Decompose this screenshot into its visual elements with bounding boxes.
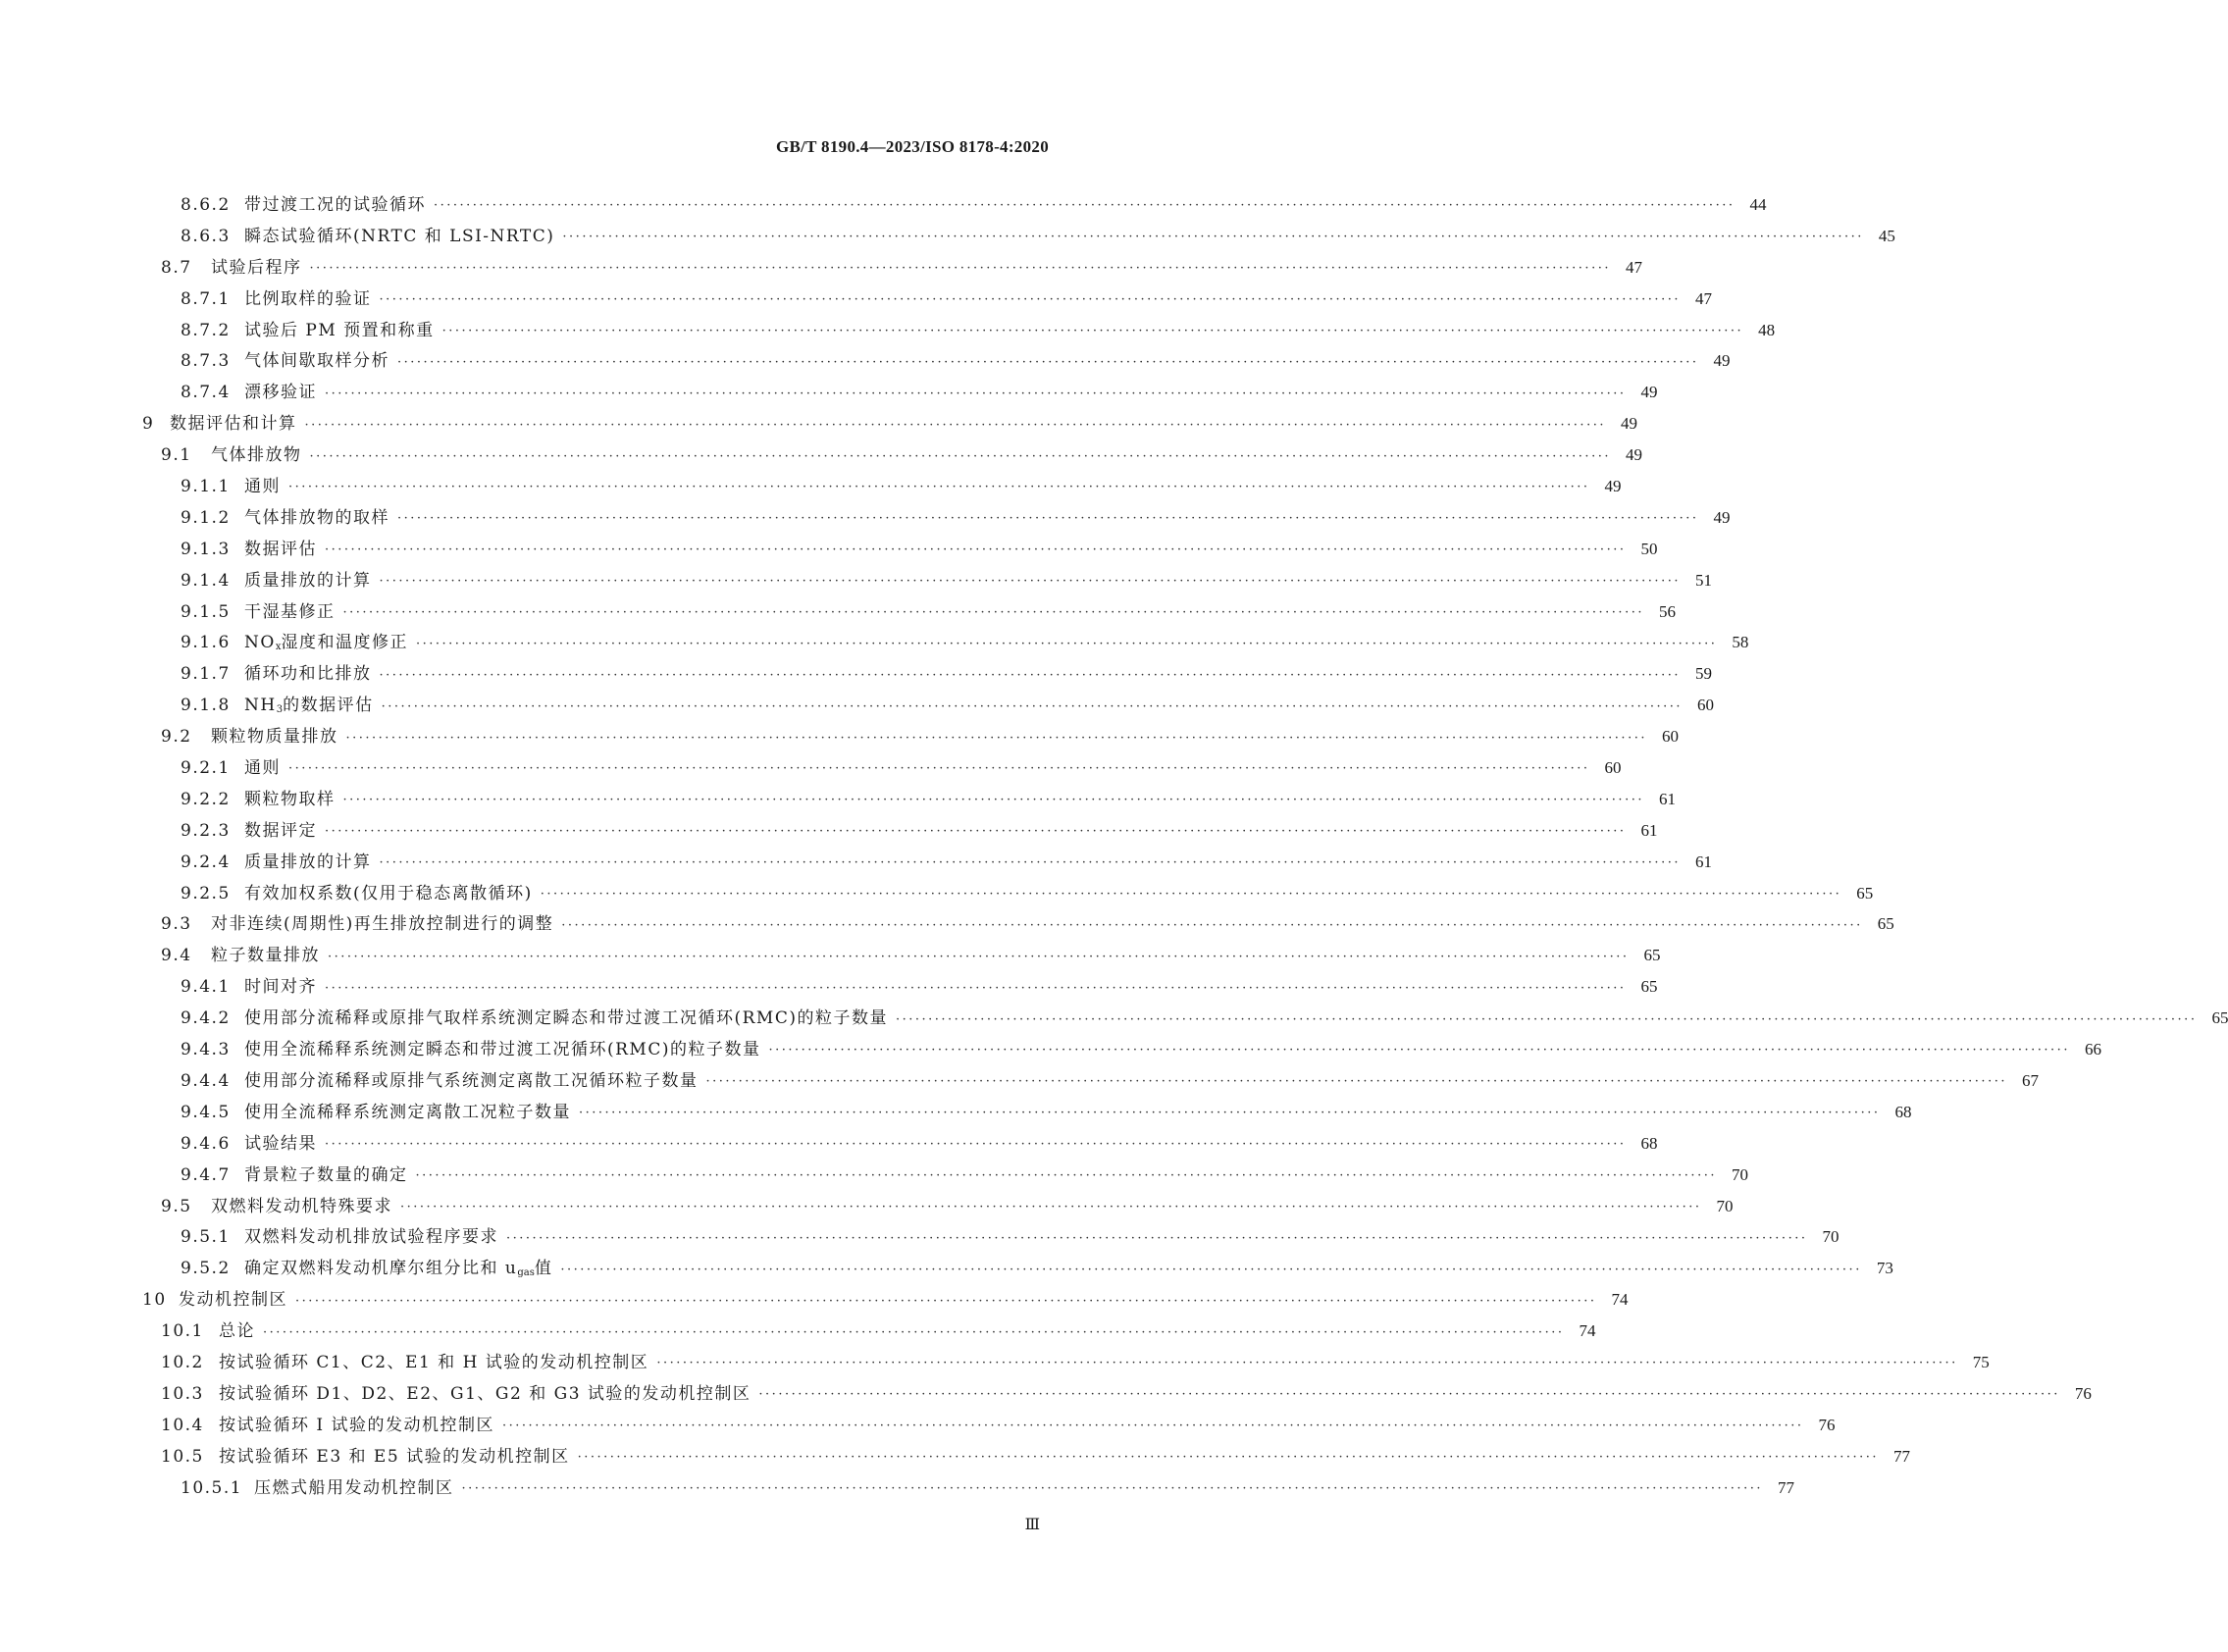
toc-entry-number: 9.1.2 bbox=[181, 507, 231, 528]
toc-entry-page: 60 bbox=[1604, 758, 1622, 778]
toc-entry-title bbox=[211, 1192, 392, 1216]
toc-entry-number: 9.1.8 bbox=[181, 696, 231, 716]
toc-entry-title bbox=[244, 628, 408, 652]
toc-entry-number: 9.4.2 bbox=[181, 1008, 231, 1029]
toc-entry-title-subscript: 3 bbox=[276, 704, 284, 716]
toc-dot-leader: ········································································································································································································ bbox=[325, 824, 1627, 840]
toc-entry[interactable] bbox=[0, 566, 1712, 597]
toc-entry-number: 10.3 bbox=[161, 1383, 204, 1404]
toc-entry[interactable] bbox=[0, 1098, 1912, 1129]
toc-entry-title bbox=[244, 753, 281, 778]
standard-header: GB/T 8190.4—2023/ISO 8178-4:2020 bbox=[775, 137, 1049, 156]
toc-dot-leader: ········································································································································································································ bbox=[397, 354, 1699, 370]
toc-dot-leader: ········································································································································································································ bbox=[577, 1450, 1880, 1466]
toc-entry[interactable] bbox=[0, 1348, 1990, 1379]
toc-entry-title bbox=[211, 909, 553, 934]
toc-entry-page: 65 bbox=[2211, 1008, 2228, 1028]
toc-entry-number: 10 bbox=[142, 1290, 167, 1311]
toc-entry[interactable] bbox=[0, 1379, 2092, 1411]
toc-entry-page: 77 bbox=[1893, 1446, 1911, 1466]
toc-entry-title bbox=[244, 972, 317, 997]
toc-entry-title bbox=[244, 284, 372, 309]
toc-entry-title bbox=[219, 1411, 494, 1435]
toc-entry-page: 68 bbox=[1640, 1133, 1658, 1153]
toc-dot-leader: ········································································································································································································ bbox=[309, 448, 1611, 464]
toc-entry[interactable] bbox=[0, 941, 1661, 972]
toc-dot-leader: ········································································································································································································ bbox=[506, 1230, 1808, 1246]
toc-entry-title-text: 试验后程序 bbox=[211, 257, 302, 278]
toc-entry-title bbox=[244, 1004, 888, 1028]
toc-entry-title bbox=[170, 409, 297, 434]
toc-entry-title-text: 颗粒物质量排放 bbox=[211, 727, 338, 748]
toc-entry-title bbox=[244, 190, 426, 215]
toc-entry-page: 59 bbox=[1694, 664, 1712, 684]
toc-entry-page: 56 bbox=[1658, 601, 1676, 621]
toc-entry-number: 9.2 bbox=[161, 727, 192, 748]
toc-dot-leader: ········································································································································································································ bbox=[325, 980, 1627, 996]
toc-entry-page: 75 bbox=[1972, 1352, 1990, 1371]
toc-dot-leader: ········································································································································································································ bbox=[415, 1168, 1717, 1184]
toc-entry-page: 49 bbox=[1713, 507, 1731, 527]
table-of-contents bbox=[0, 190, 2228, 1504]
toc-dot-leader: ········································································································································································································ bbox=[502, 1419, 1804, 1434]
toc-entry-title-text: 气体排放物 bbox=[211, 445, 302, 466]
toc-dot-leader: ········································································································································································································ bbox=[415, 636, 1718, 651]
toc-dot-leader: ········································································································································································································ bbox=[441, 324, 1744, 338]
toc-entry-title bbox=[244, 1035, 760, 1059]
toc-entry-title-text: 对非连续(周期性)再生排放控制进行的调整 bbox=[211, 914, 554, 935]
toc-entry-page: 66 bbox=[2084, 1040, 2101, 1059]
toc-dot-leader: ········································································································································································································ bbox=[540, 887, 1842, 903]
toc-dot-leader: ········································································································································································································ bbox=[379, 292, 1681, 308]
toc-entry-number: 9.1.5 bbox=[181, 601, 231, 622]
toc-entry-number: 9.5 bbox=[161, 1196, 192, 1216]
toc-entry-number: 9.4.5 bbox=[181, 1102, 231, 1122]
toc-entry-title-text: 质量排放的计算 bbox=[244, 852, 372, 872]
toc-entry-title bbox=[244, 659, 372, 684]
toc-entry-number: 9.2.1 bbox=[181, 758, 231, 779]
toc-entry[interactable] bbox=[0, 1222, 1839, 1254]
toc-entry-title-subscript: x bbox=[275, 642, 282, 653]
toc-entry-page: 65 bbox=[1856, 883, 1874, 903]
toc-entry-number: 8.7 bbox=[161, 257, 192, 278]
toc-entry[interactable] bbox=[0, 222, 1895, 253]
toc-entry-title-text: 使用部分流稀释或原排气系统测定离散工况循环粒子数量 bbox=[244, 1070, 699, 1091]
toc-entry-title bbox=[244, 346, 389, 371]
toc-entry-title-rest: 值 bbox=[534, 1259, 553, 1279]
toc-entry-title bbox=[244, 1066, 699, 1091]
toc-entry-title bbox=[244, 879, 533, 903]
toc-entry[interactable] bbox=[0, 1066, 2039, 1098]
toc-entry[interactable] bbox=[0, 1442, 1911, 1473]
toc-entry-number: 9.4.6 bbox=[181, 1133, 231, 1154]
toc-entry-page: 60 bbox=[1697, 696, 1715, 715]
toc-entry-title-text: 数据评定 bbox=[244, 820, 317, 841]
toc-dot-leader: ········································································································································································································ bbox=[379, 667, 1681, 683]
toc-entry-title bbox=[244, 566, 372, 591]
toc-entry[interactable] bbox=[0, 722, 1679, 753]
toc-entry[interactable] bbox=[0, 316, 1776, 347]
toc-entry[interactable] bbox=[0, 503, 1731, 535]
toc-dot-leader: ········································································································································································································ bbox=[379, 574, 1681, 590]
toc-entry-page: 45 bbox=[1878, 226, 1895, 245]
toc-entry-title-text: 带过渡工况的试验循环 bbox=[244, 195, 426, 215]
toc-entry[interactable] bbox=[0, 909, 1894, 941]
toc-entry-title bbox=[244, 816, 317, 841]
toc-dot-leader: ········································································································································································································ bbox=[328, 949, 1630, 964]
toc-entry-title-text: 瞬态试验循环(NRTC 和 LSI-NRTC) bbox=[244, 226, 555, 246]
toc-entry-number: 10.4 bbox=[161, 1415, 204, 1435]
toc-entry[interactable] bbox=[0, 848, 1712, 879]
toc-entry-page: 48 bbox=[1758, 320, 1776, 339]
page-number-footer: Ⅲ bbox=[1024, 1517, 1041, 1533]
toc-entry-page: 49 bbox=[1640, 383, 1658, 402]
toc-entry-number: 9.4.4 bbox=[181, 1070, 231, 1091]
toc-entry[interactable] bbox=[0, 597, 1676, 629]
toc-entry-number: 9.1 bbox=[161, 445, 192, 466]
toc-entry-number: 9.2.2 bbox=[181, 789, 231, 809]
toc-dot-leader: ········································································································································································································ bbox=[434, 198, 1736, 214]
toc-dot-leader: ········································································································································································································ bbox=[562, 230, 1864, 245]
toc-dot-leader: ········································································································································································································ bbox=[561, 917, 1863, 933]
toc-dot-leader: ········································································································································································································ bbox=[295, 1293, 1597, 1309]
toc-entry-page: 65 bbox=[1877, 914, 1894, 934]
toc-entry-number: 8.7.4 bbox=[181, 383, 231, 403]
toc-entry-number: 9.2.5 bbox=[181, 883, 231, 903]
toc-entry[interactable] bbox=[0, 753, 1622, 785]
toc-entry-title bbox=[211, 253, 302, 278]
toc-entry-title bbox=[244, 535, 317, 559]
toc-entry-page: 61 bbox=[1640, 820, 1658, 840]
toc-entry-title bbox=[211, 722, 338, 747]
toc-entry-title bbox=[244, 597, 336, 622]
toc-entry-title bbox=[244, 503, 389, 528]
toc-entry-page: 49 bbox=[1625, 445, 1642, 465]
toc-entry-title-text: NO bbox=[244, 633, 276, 653]
toc-entry-title bbox=[244, 1254, 552, 1278]
toc-entry-title bbox=[219, 1348, 648, 1372]
toc-entry-title bbox=[244, 691, 374, 715]
toc-entry-page: 51 bbox=[1694, 570, 1712, 590]
toc-entry-page: 60 bbox=[1661, 727, 1679, 747]
toc-entry-number: 9.1.4 bbox=[181, 570, 231, 591]
toc-entry-number: 9.5.1 bbox=[181, 1227, 231, 1248]
toc-entry-title bbox=[219, 1316, 255, 1341]
toc-entry-title-rest: 的数据评估 bbox=[283, 696, 374, 716]
toc-dot-leader: ········································································································································································································ bbox=[263, 1324, 1565, 1340]
toc-entry-title-text: 按试验循环 C1、C2、E1 和 H 试验的发动机控制区 bbox=[219, 1352, 649, 1372]
toc-entry-page: 49 bbox=[1604, 477, 1622, 496]
toc-entry-title bbox=[244, 1129, 317, 1154]
toc-entry[interactable] bbox=[0, 659, 1712, 691]
toc-dot-leader: ········································································································································································································ bbox=[288, 761, 1590, 777]
toc-entry-title bbox=[219, 1379, 751, 1404]
toc-entry[interactable] bbox=[0, 816, 1658, 848]
toc-entry-number: 9.2.3 bbox=[181, 820, 231, 841]
toc-dot-leader: ········································································································································································································ bbox=[381, 698, 1684, 714]
toc-dot-leader: ········································································································································································································ bbox=[325, 386, 1627, 401]
toc-entry-title-text: 比例取样的验证 bbox=[244, 288, 372, 309]
toc-entry-number: 9.3 bbox=[161, 914, 192, 935]
toc-entry[interactable] bbox=[0, 1161, 1748, 1192]
toc-entry-number: 9.4.1 bbox=[181, 977, 231, 998]
toc-entry[interactable] bbox=[0, 1035, 2101, 1066]
toc-entry-title-text: 时间对齐 bbox=[244, 977, 317, 998]
toc-entry-title-text: 确定双燃料发动机摩尔组分比和 u bbox=[244, 1259, 518, 1279]
toc-entry-title-text: 试验结果 bbox=[244, 1133, 317, 1154]
toc-entry[interactable] bbox=[0, 190, 1767, 222]
toc-entry-number: 10.5 bbox=[161, 1446, 204, 1467]
toc-entry-number: 9.4 bbox=[161, 946, 192, 966]
toc-entry-number: 8.7.1 bbox=[181, 288, 231, 309]
toc-entry-number: 8.7.3 bbox=[181, 351, 231, 372]
toc-entry-page: 61 bbox=[1658, 789, 1676, 808]
toc-entry-title bbox=[244, 1222, 498, 1247]
toc-entry-title-text: 使用全流稀释系统测定瞬态和带过渡工况循环(RMC)的粒子数量 bbox=[244, 1040, 761, 1060]
toc-entry-title-subscript: gas bbox=[517, 1267, 535, 1279]
toc-entry-number: 9.2.4 bbox=[181, 852, 231, 872]
toc-entry-page: 49 bbox=[1620, 414, 1637, 434]
toc-entry-page: 47 bbox=[1625, 257, 1642, 277]
toc-entry-page: 47 bbox=[1694, 288, 1712, 308]
toc-entry-title bbox=[254, 1473, 454, 1498]
toc-entry-page: 73 bbox=[1876, 1259, 1893, 1278]
toc-entry[interactable] bbox=[0, 409, 1637, 440]
toc-entry-title-text: 漂移验证 bbox=[244, 383, 317, 403]
toc-entry-title bbox=[211, 440, 302, 465]
toc-dot-leader: ········································································································································································································ bbox=[309, 261, 1611, 277]
toc-entry-title-text: NH bbox=[244, 696, 277, 716]
toc-entry[interactable] bbox=[0, 1129, 1658, 1161]
toc-dot-leader: ········································································································································································································ bbox=[705, 1074, 2007, 1090]
toc-entry-number: 10.2 bbox=[161, 1352, 204, 1372]
toc-entry-title bbox=[179, 1285, 287, 1310]
toc-entry-number: 8.6.3 bbox=[181, 226, 231, 246]
toc-entry[interactable] bbox=[0, 879, 1874, 910]
toc-entry-number: 9 bbox=[142, 414, 155, 435]
toc-entry-title-rest: 湿度和温度修正 bbox=[281, 633, 408, 653]
toc-entry-title-text: 颗粒物取样 bbox=[244, 789, 336, 809]
toc-entry-title-text: 有效加权系数(仅用于稳态离散循环) bbox=[244, 883, 533, 903]
toc-dot-leader: ········································································································································································································ bbox=[397, 511, 1699, 527]
toc-entry[interactable] bbox=[0, 1285, 1629, 1316]
toc-entry-title-text: 背景粒子数量的确定 bbox=[244, 1164, 408, 1185]
toc-dot-leader: ········································································································································································································ bbox=[345, 730, 1647, 746]
toc-entry-title-text: 数据评估和计算 bbox=[170, 414, 297, 435]
toc-entry[interactable] bbox=[0, 691, 1715, 722]
toc-entry-number: 8.7.2 bbox=[181, 320, 231, 340]
toc-entry-title bbox=[244, 1161, 408, 1185]
toc-entry-page: 70 bbox=[1731, 1164, 1748, 1184]
toc-entry-number: 9.4.7 bbox=[181, 1164, 231, 1185]
toc-entry-page: 58 bbox=[1732, 633, 1749, 652]
toc-entry-page: 74 bbox=[1579, 1321, 1596, 1341]
toc-entry-number: 10.5.1 bbox=[181, 1477, 243, 1498]
toc-dot-leader: ········································································································································································································ bbox=[656, 1356, 1958, 1371]
toc-entry-number: 9.4.3 bbox=[181, 1040, 231, 1060]
toc-entry-title-text: 按试验循环 I 试验的发动机控制区 bbox=[219, 1415, 495, 1435]
toc-entry-number: 9.5.2 bbox=[181, 1259, 231, 1279]
toc-entry-title-text: 干湿基修正 bbox=[244, 601, 336, 622]
toc-entry-title bbox=[211, 941, 320, 965]
toc-entry-page: 65 bbox=[1643, 946, 1661, 965]
toc-entry-title-text: 压燃式船用发动机控制区 bbox=[254, 1477, 454, 1498]
toc-entry-title-text: 通则 bbox=[244, 758, 281, 779]
toc-dot-leader: ········································································································································································································ bbox=[288, 480, 1590, 495]
toc-entry-page: 70 bbox=[1716, 1196, 1734, 1215]
toc-dot-leader: ········································································································································································································ bbox=[400, 1199, 1702, 1214]
toc-entry-title-text: 按试验循环 D1、D2、E2、G1、G2 和 G3 试验的发动机控制区 bbox=[219, 1383, 751, 1404]
toc-entry-number: 8.6.2 bbox=[181, 195, 231, 215]
toc-entry[interactable] bbox=[0, 972, 1658, 1004]
toc-entry-number: 9.1.6 bbox=[181, 633, 231, 653]
toc-entry[interactable] bbox=[0, 440, 1642, 472]
toc-entry-page: 44 bbox=[1749, 195, 1767, 214]
toc-dot-leader: ········································································································································································································ bbox=[379, 855, 1681, 871]
toc-entry-title-text: 按试验循环 E3 和 E5 试验的发动机控制区 bbox=[219, 1446, 570, 1467]
toc-entry-page: 70 bbox=[1822, 1227, 1839, 1247]
toc-entry-number: 9.1.1 bbox=[181, 477, 231, 497]
toc-entry-title-text: 粒子数量排放 bbox=[211, 946, 320, 966]
toc-dot-leader: ········································································································································································································ bbox=[304, 417, 1606, 433]
toc-entry[interactable] bbox=[0, 1316, 1596, 1348]
toc-entry-title-text: 双燃料发动机特殊要求 bbox=[211, 1196, 392, 1216]
toc-dot-leader: ········································································································································································································ bbox=[768, 1043, 2070, 1058]
toc-entry-page: 65 bbox=[1640, 977, 1658, 997]
toc-entry-title-text: 使用部分流稀释或原排气取样系统测定瞬态和带过渡工况循环(RMC)的粒子数量 bbox=[244, 1008, 888, 1029]
toc-entry[interactable] bbox=[0, 378, 1658, 409]
toc-dot-leader: ········································································································································································································ bbox=[325, 542, 1627, 558]
toc-entry-page: 49 bbox=[1713, 351, 1731, 371]
toc-entry[interactable] bbox=[0, 1004, 2228, 1035]
toc-entry-title-text: 质量排放的计算 bbox=[244, 570, 372, 591]
toc-dot-leader: ········································································································································································································ bbox=[579, 1106, 1881, 1121]
toc-entry-page: 67 bbox=[2021, 1070, 2039, 1090]
toc-entry-title-text: 双燃料发动机排放试验程序要求 bbox=[244, 1227, 498, 1248]
toc-entry-title bbox=[244, 316, 435, 340]
toc-dot-leader: ········································································································································································································ bbox=[342, 605, 1644, 621]
toc-dot-leader: ········································································································································································································ bbox=[895, 1011, 2198, 1027]
toc-entry[interactable] bbox=[0, 253, 1642, 284]
toc-entry-page: 74 bbox=[1611, 1290, 1629, 1310]
toc-entry-title-text: 循环功和比排放 bbox=[244, 664, 372, 685]
toc-entry[interactable] bbox=[0, 535, 1658, 566]
toc-entry-title-text: 气体排放物的取样 bbox=[244, 507, 389, 528]
toc-entry-title bbox=[244, 472, 281, 496]
toc-entry-title-text: 使用全流稀释系统测定离散工况粒子数量 bbox=[244, 1102, 571, 1122]
toc-entry-page: 77 bbox=[1777, 1477, 1794, 1497]
toc-entry-page: 68 bbox=[1894, 1102, 1912, 1121]
toc-entry-title-text: 气体间歇取样分析 bbox=[244, 351, 389, 372]
toc-entry-page: 50 bbox=[1640, 539, 1658, 558]
toc-entry-title bbox=[219, 1442, 570, 1467]
toc-entry-title bbox=[244, 378, 317, 402]
toc-entry[interactable] bbox=[0, 1192, 1734, 1223]
toc-dot-leader: ········································································································································································································ bbox=[325, 1137, 1627, 1153]
toc-entry-page: 76 bbox=[1818, 1415, 1836, 1434]
toc-entry-title bbox=[244, 785, 336, 809]
toc-entry-title-text: 总论 bbox=[219, 1321, 255, 1342]
toc-entry-number: 10.1 bbox=[161, 1321, 204, 1342]
toc-entry[interactable] bbox=[0, 472, 1622, 503]
toc-entry-title bbox=[244, 1098, 571, 1122]
toc-entry-title-text: 通则 bbox=[244, 477, 281, 497]
toc-entry[interactable] bbox=[0, 284, 1712, 316]
toc-entry[interactable] bbox=[0, 785, 1676, 816]
toc-entry-number: 9.1.3 bbox=[181, 539, 231, 559]
toc-entry-number: 9.1.7 bbox=[181, 664, 231, 685]
toc-entry-page: 61 bbox=[1694, 852, 1712, 871]
toc-entry-title bbox=[244, 222, 554, 246]
toc-entry-title-text: 发动机控制区 bbox=[179, 1290, 287, 1311]
toc-entry-title bbox=[244, 848, 372, 872]
toc-dot-leader: ········································································································································································································ bbox=[560, 1262, 1862, 1277]
toc-entry-page: 76 bbox=[2074, 1383, 2092, 1403]
toc-dot-leader: ········································································································································································································ bbox=[342, 793, 1644, 808]
toc-entry[interactable] bbox=[0, 628, 1749, 659]
toc-dot-leader: ········································································································································································································ bbox=[461, 1480, 1763, 1496]
toc-entry[interactable] bbox=[0, 1254, 1893, 1285]
toc-entry[interactable] bbox=[0, 346, 1731, 378]
toc-entry-title-text: 试验后 PM 预置和称重 bbox=[244, 320, 435, 340]
toc-entry[interactable] bbox=[0, 1473, 1794, 1505]
toc-dot-leader: ········································································································································································································ bbox=[758, 1387, 2060, 1403]
toc-entry-title-text: 数据评估 bbox=[244, 539, 317, 559]
toc-entry[interactable] bbox=[0, 1411, 1836, 1442]
